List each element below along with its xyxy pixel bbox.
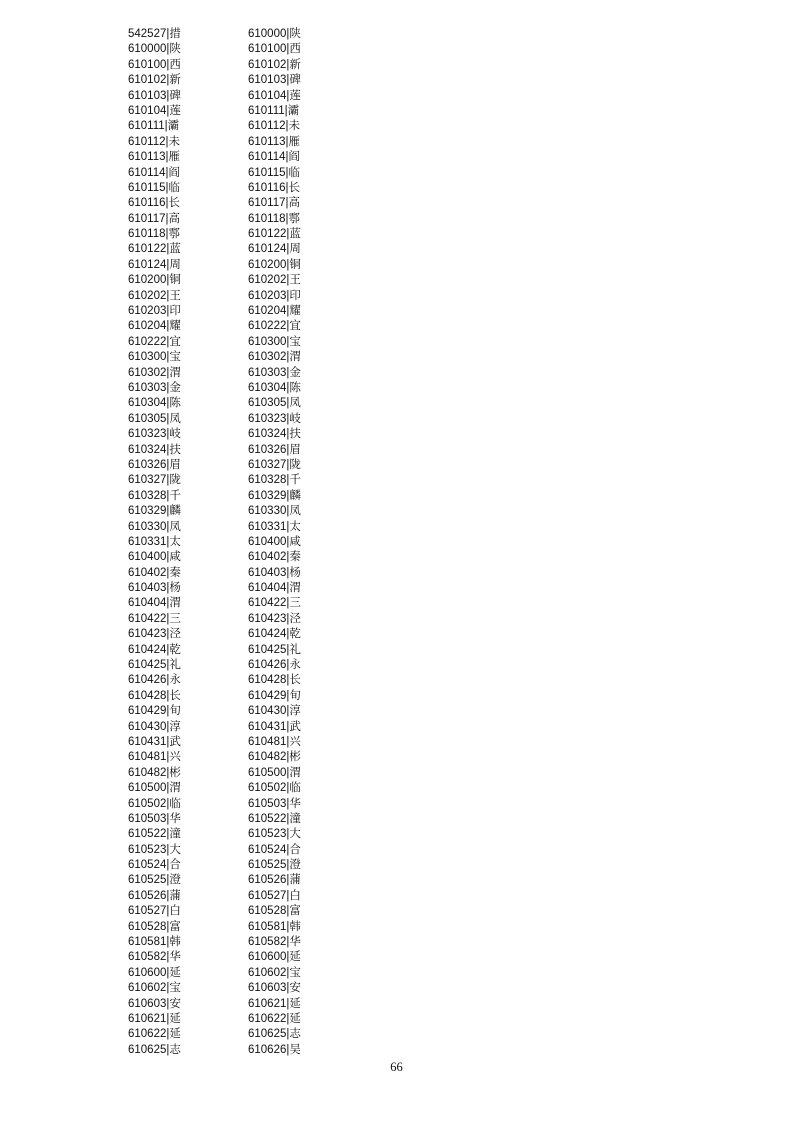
code-entry: 610423|泾 bbox=[248, 612, 301, 625]
code-entry: 610326|眉 bbox=[248, 443, 301, 456]
code-entry: 610329|麟 bbox=[248, 489, 301, 502]
code-entry: 610302|渭 bbox=[128, 366, 181, 379]
code-entry: 610122|蓝 bbox=[248, 228, 301, 241]
code-entry: 610524|合 bbox=[128, 859, 181, 872]
code-entry: 610330|凤 bbox=[248, 505, 301, 518]
code-entry: 610527|白 bbox=[248, 889, 301, 902]
code-entry: 610621|延 bbox=[128, 1013, 181, 1025]
code-entry: 610124|周 bbox=[248, 243, 301, 256]
code-entry: 610112|未 bbox=[248, 120, 301, 133]
code-entry: 610603|安 bbox=[248, 982, 301, 995]
code-entry: 610328|千 bbox=[128, 489, 181, 502]
code-entry: 610102|新 bbox=[128, 74, 181, 87]
code-entry: 610426|永 bbox=[128, 674, 181, 687]
code-entry: 610482|彬 bbox=[128, 766, 181, 779]
code-entry: 610522|潼 bbox=[248, 812, 301, 825]
code-entry: 610426|永 bbox=[248, 659, 301, 672]
code-entry: 610203|印 bbox=[128, 305, 181, 318]
code-entry: 610602|宝 bbox=[128, 982, 181, 995]
code-entry: 610523|大 bbox=[248, 828, 301, 841]
code-entry: 610202|王 bbox=[128, 289, 181, 302]
code-entry: 610113|雁 bbox=[128, 151, 181, 164]
code-entry: 610115|临 bbox=[248, 166, 301, 179]
code-entry: 610116|长 bbox=[128, 197, 181, 210]
code-entry: 610422|三 bbox=[248, 597, 301, 610]
code-entry: 610425|礼 bbox=[248, 643, 301, 656]
code-entry: 610528|富 bbox=[248, 905, 301, 918]
code-entry: 610525|澄 bbox=[128, 874, 181, 887]
code-entry: 610500|渭 bbox=[128, 782, 181, 795]
code-entry: 610204|耀 bbox=[128, 320, 181, 333]
code-entry: 610114|阎 bbox=[128, 166, 181, 179]
code-entry: 610622|延 bbox=[248, 1013, 301, 1025]
code-entry: 610304|陈 bbox=[248, 381, 301, 394]
code-entry: 610526|蒲 bbox=[248, 874, 301, 887]
code-entry: 610522|潼 bbox=[128, 828, 181, 841]
code-entry: 610331|太 bbox=[248, 520, 301, 533]
left-column bbox=[128, 27, 181, 1058]
code-entry: 610124|周 bbox=[128, 258, 181, 271]
code-entry: 610625|志 bbox=[128, 1043, 181, 1056]
code-entry: 610200|铜 bbox=[248, 258, 301, 271]
code-entry: 610202|王 bbox=[248, 274, 301, 287]
code-entry: 610403|杨 bbox=[128, 582, 181, 595]
code-entry: 610303|金 bbox=[128, 381, 181, 394]
code-entry: 610626|吴 bbox=[248, 1043, 301, 1056]
code-entry: 610528|富 bbox=[128, 920, 181, 933]
code-entry: 610112|未 bbox=[128, 135, 181, 148]
code-entry: 610523|大 bbox=[128, 843, 181, 856]
code-entry: 610625|志 bbox=[248, 1028, 301, 1041]
code-entry: 610526|蒲 bbox=[128, 889, 181, 902]
code-entry: 610113|雁 bbox=[248, 135, 301, 148]
code-entry: 610114|阎 bbox=[248, 151, 301, 164]
code-entry: 610428|长 bbox=[128, 689, 181, 702]
code-entry: 610525|澄 bbox=[248, 859, 301, 872]
code-entry: 610305|凤 bbox=[248, 397, 301, 410]
code-entry: 610402|秦 bbox=[248, 551, 301, 564]
code-entry: 610621|延 bbox=[248, 997, 301, 1010]
code-entry: 610600|延 bbox=[248, 951, 301, 964]
code-entry: 610502|临 bbox=[248, 782, 301, 795]
code-entry: 610116|长 bbox=[248, 181, 301, 194]
code-entry: 610104|莲 bbox=[248, 89, 301, 102]
code-entry: 610115|临 bbox=[128, 181, 181, 194]
code-entry: 610329|麟 bbox=[128, 505, 181, 518]
code-entry: 610118|鄠 bbox=[248, 212, 301, 225]
code-entry: 610103|碑 bbox=[128, 89, 181, 102]
code-entry: 542527|措 bbox=[128, 28, 181, 40]
code-entry: 610431|武 bbox=[248, 720, 301, 733]
code-entry: 610622|延 bbox=[128, 1028, 181, 1041]
code-entry: 610102|新 bbox=[248, 58, 301, 71]
code-entry: 610429|旬 bbox=[128, 705, 181, 718]
code-entry: 610111|灞 bbox=[128, 120, 180, 133]
code-entry: 610117|高 bbox=[248, 197, 301, 210]
code-entry: 610503|华 bbox=[248, 797, 301, 810]
code-entry: 610222|宜 bbox=[128, 335, 181, 348]
code-entry: 610582|华 bbox=[128, 951, 181, 964]
code-entry: 610122|蓝 bbox=[128, 243, 181, 256]
code-entry: 610582|华 bbox=[248, 936, 301, 949]
code-entry: 610302|渭 bbox=[248, 351, 301, 364]
code-entry: 610500|渭 bbox=[248, 766, 301, 779]
code-entry: 610527|白 bbox=[128, 905, 181, 918]
code-entry: 610581|韩 bbox=[248, 920, 301, 933]
code-entry: 610203|印 bbox=[248, 289, 301, 302]
page-number: 66 bbox=[390, 1060, 403, 1074]
code-entry: 610111|灞 bbox=[248, 104, 300, 117]
code-entry: 610428|长 bbox=[248, 674, 301, 687]
code-entry: 610328|千 bbox=[248, 474, 301, 487]
code-entry: 610000|陕 bbox=[248, 28, 301, 40]
code-entry: 610324|扶 bbox=[128, 443, 181, 456]
code-entry: 610323|岐 bbox=[248, 412, 301, 425]
code-entry: 610481|兴 bbox=[248, 735, 301, 748]
code-entry: 610403|杨 bbox=[248, 566, 301, 579]
code-entry: 610300|宝 bbox=[128, 351, 181, 364]
code-entry: 610305|凤 bbox=[128, 412, 181, 425]
code-entry: 610100|西 bbox=[128, 58, 181, 71]
code-entry: 610200|铜 bbox=[128, 274, 181, 287]
code-entry: 610204|耀 bbox=[248, 305, 301, 318]
code-entry: 610502|临 bbox=[128, 797, 181, 810]
code-entry: 610117|高 bbox=[128, 212, 181, 225]
code-entry: 610503|华 bbox=[128, 812, 181, 825]
code-entry: 610000|陕 bbox=[128, 43, 181, 56]
code-entry: 610104|莲 bbox=[128, 104, 181, 117]
code-entry: 610602|宝 bbox=[248, 966, 301, 979]
code-entry: 610326|眉 bbox=[128, 458, 181, 471]
code-entry: 610423|泾 bbox=[128, 628, 181, 641]
code-entry: 610222|宜 bbox=[248, 320, 301, 333]
code-entry: 610100|西 bbox=[248, 43, 301, 56]
code-entry: 610581|韩 bbox=[128, 936, 181, 949]
code-entry: 610118|鄠 bbox=[128, 228, 181, 241]
code-entry: 610402|秦 bbox=[128, 566, 181, 579]
code-entry: 610400|咸 bbox=[248, 535, 301, 548]
code-entry: 610431|武 bbox=[128, 735, 181, 748]
code-entry: 610303|金 bbox=[248, 366, 301, 379]
code-entry: 610323|岐 bbox=[128, 428, 181, 441]
code-entry: 610424|乾 bbox=[248, 628, 301, 641]
code-entry: 610481|兴 bbox=[128, 751, 181, 764]
code-entry: 610603|安 bbox=[128, 997, 181, 1010]
code-entry: 610425|礼 bbox=[128, 659, 181, 672]
code-entry: 610404|渭 bbox=[128, 597, 181, 610]
code-entry: 610422|三 bbox=[128, 612, 181, 625]
code-entry: 610331|太 bbox=[128, 535, 181, 548]
code-entry: 610327|陇 bbox=[128, 474, 181, 487]
code-entry: 610103|碑 bbox=[248, 74, 301, 87]
code-entry: 610300|宝 bbox=[248, 335, 301, 348]
code-entry: 610430|淳 bbox=[128, 720, 181, 733]
code-entry: 610482|彬 bbox=[248, 751, 301, 764]
right-column bbox=[248, 27, 301, 1058]
code-entry: 610424|乾 bbox=[128, 643, 181, 656]
code-entry: 610429|旬 bbox=[248, 689, 301, 702]
code-entry: 610430|淳 bbox=[248, 705, 301, 718]
code-entry: 610404|渭 bbox=[248, 582, 301, 595]
code-entry: 610324|扶 bbox=[248, 428, 301, 441]
code-entry: 610327|陇 bbox=[248, 458, 301, 471]
code-entry: 610600|延 bbox=[128, 966, 181, 979]
code-entry: 610400|咸 bbox=[128, 551, 181, 564]
code-entry: 610524|合 bbox=[248, 843, 301, 856]
code-entry: 610304|陈 bbox=[128, 397, 181, 410]
code-entry: 610330|凤 bbox=[128, 520, 181, 533]
